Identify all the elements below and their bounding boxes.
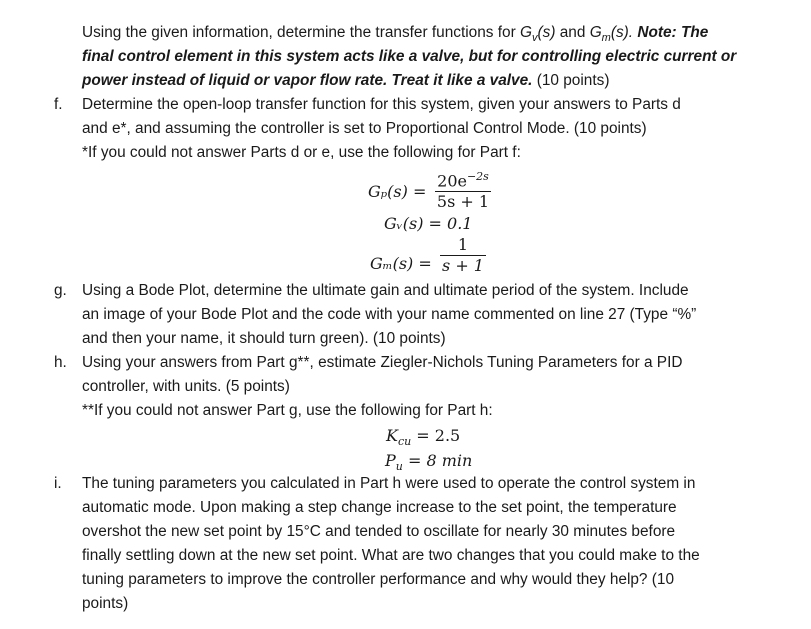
part-i-line-6: points) bbox=[82, 595, 129, 612]
part-i-label: i. bbox=[54, 475, 62, 492]
kcu-equation bbox=[386, 426, 460, 452]
gp-denominator: 5s + 1 bbox=[436, 192, 490, 212]
part-g-line-2: an image of your Bode Plot and the code with your name commented on line 27 (Type “%” bbox=[82, 306, 697, 323]
gm-arg: (s). bbox=[610, 24, 634, 41]
gp-exponent: −2s bbox=[466, 170, 489, 183]
part-i-line-3: overshot the new set point by 15°C and tended to oscillate for nearly 30 minutes before bbox=[82, 523, 676, 540]
part-g-line-1: Using a Bode Plot, determine the ultimate gain and ultimate period of the system. Include bbox=[82, 282, 689, 299]
gm-lhs: Gₘ(s) = bbox=[370, 254, 432, 273]
gm-symbol: G bbox=[589, 24, 602, 41]
part-h-label: h. bbox=[54, 354, 67, 371]
intro-line-2: final control element in this system acts like a valve, but for controlling electric current or bbox=[82, 48, 737, 65]
gv-equation: Gᵥ(s) = 0.1 bbox=[384, 214, 473, 233]
gm-subscript: m bbox=[601, 32, 611, 45]
pu-symbol: P bbox=[385, 451, 396, 470]
part-f-line-1: Determine the open-loop transfer function for this system, given your answers to Parts d bbox=[82, 96, 681, 113]
gm-numerator: 1 bbox=[457, 235, 469, 254]
part-f-label: f. bbox=[54, 96, 63, 113]
part-i-line-4: finally settling down at the new set point. What are two changes that you could make to the bbox=[82, 547, 700, 564]
gv-subscript: v bbox=[532, 32, 538, 45]
part-h-line-1: Using your answers from Part g**, estimate Ziegler-Nichols Tuning Parameters for a PID bbox=[82, 354, 683, 371]
intro-text: Using the given information, determine the transfer functions for bbox=[82, 24, 521, 41]
kcu-symbol: K bbox=[386, 426, 398, 445]
part-g-label: g. bbox=[54, 282, 67, 299]
pu-value: = 8 min bbox=[402, 451, 473, 470]
part-i-line-1: The tuning parameters you calculated in Part h were used to operate the control system in bbox=[82, 475, 696, 492]
gp-numerator: 20e bbox=[437, 171, 467, 191]
gp-lhs: Gₚ(s) = bbox=[368, 182, 427, 201]
intro-points: (10 points) bbox=[532, 72, 610, 89]
kcu-subscript: cu bbox=[397, 435, 412, 449]
part-f-line-2: and e*, and assuming the controller is set to Proportional Control Mode. (10 points) bbox=[82, 120, 647, 137]
gv-symbol: G bbox=[520, 24, 532, 41]
part-i-line-2: automatic mode. Upon making a step change increase to the set point, the temperature bbox=[82, 499, 677, 516]
gv-arg: (s) bbox=[537, 24, 556, 41]
intro-bold-text: power instead of liquid or vapor flow rate. Treat it like a valve. bbox=[82, 72, 533, 89]
gm-fraction bbox=[440, 236, 486, 275]
gm-denominator: s + 1 bbox=[442, 256, 484, 275]
pu-subscript: u bbox=[395, 460, 403, 474]
part-h-line-3: **If you could not answer Part g, use the following for Part h: bbox=[82, 402, 493, 419]
intro-line-3 bbox=[82, 70, 609, 92]
part-i-line-5: tuning parameters to improve the controller performance and why would they help? (10 bbox=[82, 571, 675, 588]
gp-fraction bbox=[435, 168, 491, 211]
part-g-line-3: and then your name, it should turn green). (10 points) bbox=[82, 330, 446, 347]
part-h-line-2: controller, with units. (5 points) bbox=[82, 378, 290, 395]
note-label: Note: The bbox=[633, 24, 709, 41]
part-f-line-3: *If you could not answer Parts d or e, use the following for Part f: bbox=[82, 144, 521, 161]
and-text: and bbox=[555, 24, 590, 41]
kcu-value: = 2.5 bbox=[411, 426, 461, 445]
